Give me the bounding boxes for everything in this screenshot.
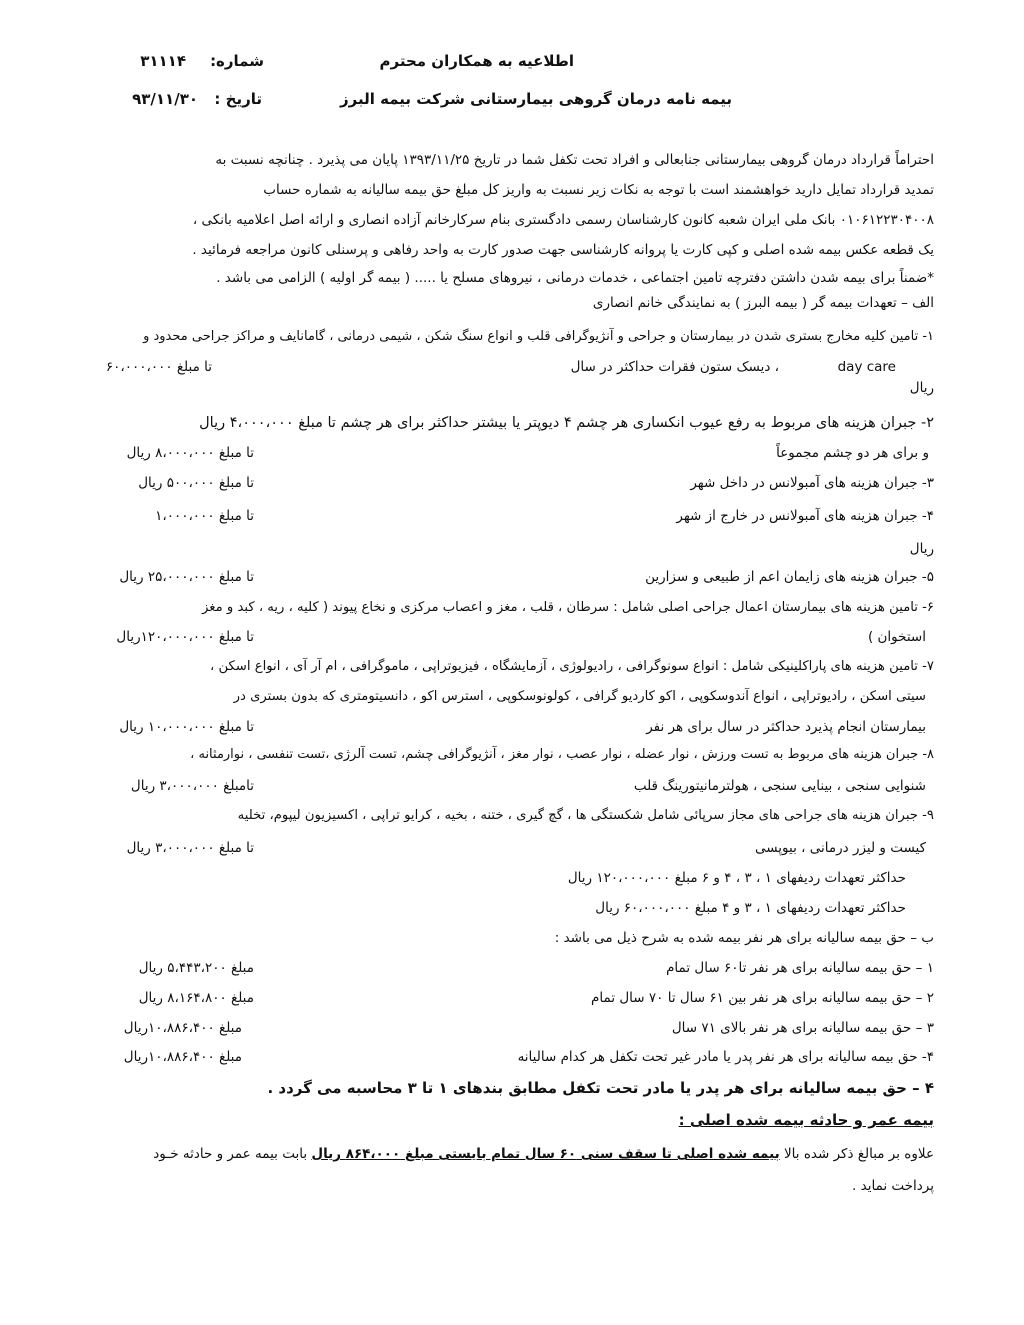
life-line-1-a: علاوه بر مبالغ ذکر شده بالا [783,1146,934,1162]
item-4-text: ۴- جبران هزینه های آمبولانس در خارج از شهر [676,508,934,524]
item-5-text: ۵- جبران هزینه های زایمان اعم از طبیعی و سزارین [645,569,934,585]
premium-3-amount: مبلغ ۱۰،۸۸۶،۴۰۰ریال [123,1020,242,1036]
item-2-line-2: و برای هر دو چشم مجموعاً [776,445,929,461]
section-a-title: الف – تعهدات بیمه گر ( بیمه البرز ) به نمایندگی خانم انصاری [592,295,934,311]
notice-title: اطلاعیه به همکاران محترم [379,52,574,70]
number-label: شماره: [210,52,264,70]
item-5-amount: تا مبلغ ۲۵،۰۰۰،۰۰۰ ریال [119,569,254,585]
item-4-amount: تا مبلغ ۱،۰۰۰،۰۰۰ [155,508,254,524]
item-9-amount: تا مبلغ ۳،۰۰۰،۰۰۰ ریال [126,840,254,856]
life-line-2: پرداخت نماید . [852,1178,934,1194]
item-2-line-1: ۲- جبران هزینه های مربوط به رفع عیوب انکساری هر چشم ۴ دیوپتر یا بیشتر حداکثر برای هر چشم تا مبلغ ۴،۰۰۰،۰۰۰ ریال [199,415,934,431]
item-8-line-1: ۸- جبران هزینه های مربوط به تست ورزش ، نوار عضله ، نوار عصب ، نوار مغز ، آنژیوگرافی چشم، تست آلرژی ،تست تنفسی ، نوارمثانه ، [190,747,934,762]
item-7-line-3: بیمارستان انجام پذیرد حداکثر در سال برای هر نفر [646,719,926,735]
date-label: تاریخ : [214,90,262,108]
premium-4-amount: مبلغ ۱۰،۸۸۶،۴۰۰ریال [123,1049,242,1065]
premium-1-text: ۱ – حق بیمه سالیانه برای هر نفر تا۶۰ سال تمام [666,960,934,976]
premium-5-text: ۴ – حق بیمه سالیانه برای هر پدر یا مادر تحت تکفل مطابق بندهای ۱ تا ۳ محاسبه می گردد . [267,1079,934,1097]
intro-line-2: تمدید قرارداد تمایل دارید خواهشمند است با توجه به نکات زیر نسبت به واریز کل مبلغ حق بیمه سالیانه به شماره حساب [263,182,934,198]
premium-1-amount: مبلغ ۵،۴۴۳،۲۰۰ ریال [138,960,254,976]
item-3-amount: تا مبلغ ۵۰۰،۰۰۰ ریال [138,475,254,491]
life-line-1-c: بابت بیمه عمر و حادثه خـود [153,1146,308,1162]
date-value: ۹۳/۱۱/۳۰ [132,90,198,108]
life-line-1 [153,1144,934,1164]
item-6-line-2: استخوان ) [867,629,926,645]
item-7-line-1: ۷- تامین هزینه های پاراکلینیکی شامل : انواع سونوگرافی ، رادیولوژی ، آزمایشگاه ، فیزیوتراپی ، ماموگرافی ، ام آر آی ، انواع اسکن ، [210,659,934,674]
section-b-title: ب – حق بیمه سالیانه برای هر نفر بیمه شده به شرح ذیل می باشد : [554,930,934,946]
intro-line-4: یک قطعه عکس بیمه شده اصلی و کپی کارت یا پروانه کارشناسی جهت صدور کارت به واحد رفاهی و پرسنلی کانون مراجعه فرمائید . [192,242,934,258]
number-value: ۳۱۱۱۴ [140,52,186,70]
premium-4-text: ۴- حق بیمه سالیانه برای هر نفر پدر یا مادر غیر تحت تکفل هر کدام سالیانه [517,1049,934,1065]
life-insurance-title: بیمه عمر و حادثه بیمه شده اصلی : [678,1111,934,1129]
item-1-unit: ریال [909,380,934,396]
item-4-unit: ریال [909,541,934,557]
premium-2-amount: مبلغ ۸،۱۶۴،۸۰۰ ریال [138,990,254,1006]
intro-line-5: *ضمناً برای بیمه شدن داشتن دفترچه تامین اجتماعی ، خدمات درمانی ، نیروهای مسلح یا ..... ( بیمه گر اولیه ) الزامی می باشد . [216,270,934,286]
premium-2-text: ۲ – حق بیمه سالیانه برای هر نفر بین ۶۱ سال تا ۷۰ سال تمام [591,990,934,1006]
item-1-daycare: day care [837,359,896,375]
item-6-line-1: ۶- تامین هزینه های بیمارستان اعمال جراحی اصلی شامل : سرطان ، قلب ، مغز و اعصاب مرکزی و نخاع پیوند ( کلیه ، ریه ، کبد و مغز [202,600,934,615]
item-1-line-2: ، دیسک ستون فقرات حداکثر در سال [570,359,779,375]
life-line-1-b: بیمه شده اصلی تا سقف سنی ۶۰ سال تمام بایستی مبلغ ۸۶۴،۰۰۰ ریال [311,1146,780,1162]
item-3-text: ۳- جبران هزینه های آمبولانس در داخل شهر [690,475,934,491]
max-commitment-1: حداکثر تعهدات ردیفهای ۱ ، ۳ ، ۴ و ۶ مبلغ ۱۲۰،۰۰۰،۰۰۰ ریال [567,870,906,886]
item-6-amount: تا مبلغ ۱۲۰،۰۰۰،۰۰۰ریال [116,629,254,645]
item-9-line-2: کیست و لیزر درمانی ، بیوپسی [754,840,926,856]
notice-subtitle: بیمه نامه درمان گروهی بیمارستانی شرکت بیمه البرز [340,90,732,108]
intro-line-3: ۰۱۰۶۱۲۲۳۰۴۰۰۸ بانک ملی ایران شعبه کانون کارشناسان رسمی دادگستری بنام سرکارخانم آزاده انصاری و ارائه اصل اعلامیه بانکی ، [192,212,934,228]
item-8-line-2: شنوایی سنجی ، بینایی سنجی ، هولترمانیتورینگ قلب [633,778,926,794]
item-8-amount: تامبلغ ۳،۰۰۰،۰۰۰ ریال [130,778,254,794]
item-1-line-1: ۱- تامین کلیه مخارج بستری شدن در بیمارستان و جراحی و آنژیوگرافی قلب و انواع سنگ شکن ، شیمی درمانی ، گامانایف و مراکز جراحی محدود و [143,329,934,344]
premium-3-text: ۳ – حق بیمه سالیانه برای هر نفر بالای ۷۱ سال [671,1020,934,1036]
max-commitment-2: حداکثر تعهدات ردیفهای ۱ ، ۳ و ۴ مبلغ ۶۰،۰۰۰،۰۰۰ ریال [595,900,906,916]
item-7-amount: تا مبلغ ۱۰،۰۰۰،۰۰۰ ریال [119,719,254,735]
item-9-line-1: ۹- جبران هزینه های جراحی های مجاز سرپائی شامل شکستگی ها ، گچ گیری ، ختنه ، بخیه ، کرایو تراپی ، اکسیزیون لیپوم، تخلیه [237,808,934,823]
item-2-amount: تا مبلغ ۸،۰۰۰،۰۰۰ ریال [126,445,254,461]
item-1-amount: تا مبلغ ۶۰،۰۰۰،۰۰۰ [105,359,212,375]
item-7-line-2: سیتی اسکن ، رادیوتراپی ، انواع آندوسکوپی ، اکو کاردیو گرافی ، کولونوسکوپی ، استرس اکو ، دانسیتومتری که بدون بستری در [233,689,926,704]
intro-line-1: احتراماً قرارداد درمان گروهی بیمارستانی جنابعالی و افراد تحت تکفل شما در تاریخ ۱۳۹۳/۱۱/۲۵ پایان می پذیرد . چنانچه نسبت به [215,152,934,168]
